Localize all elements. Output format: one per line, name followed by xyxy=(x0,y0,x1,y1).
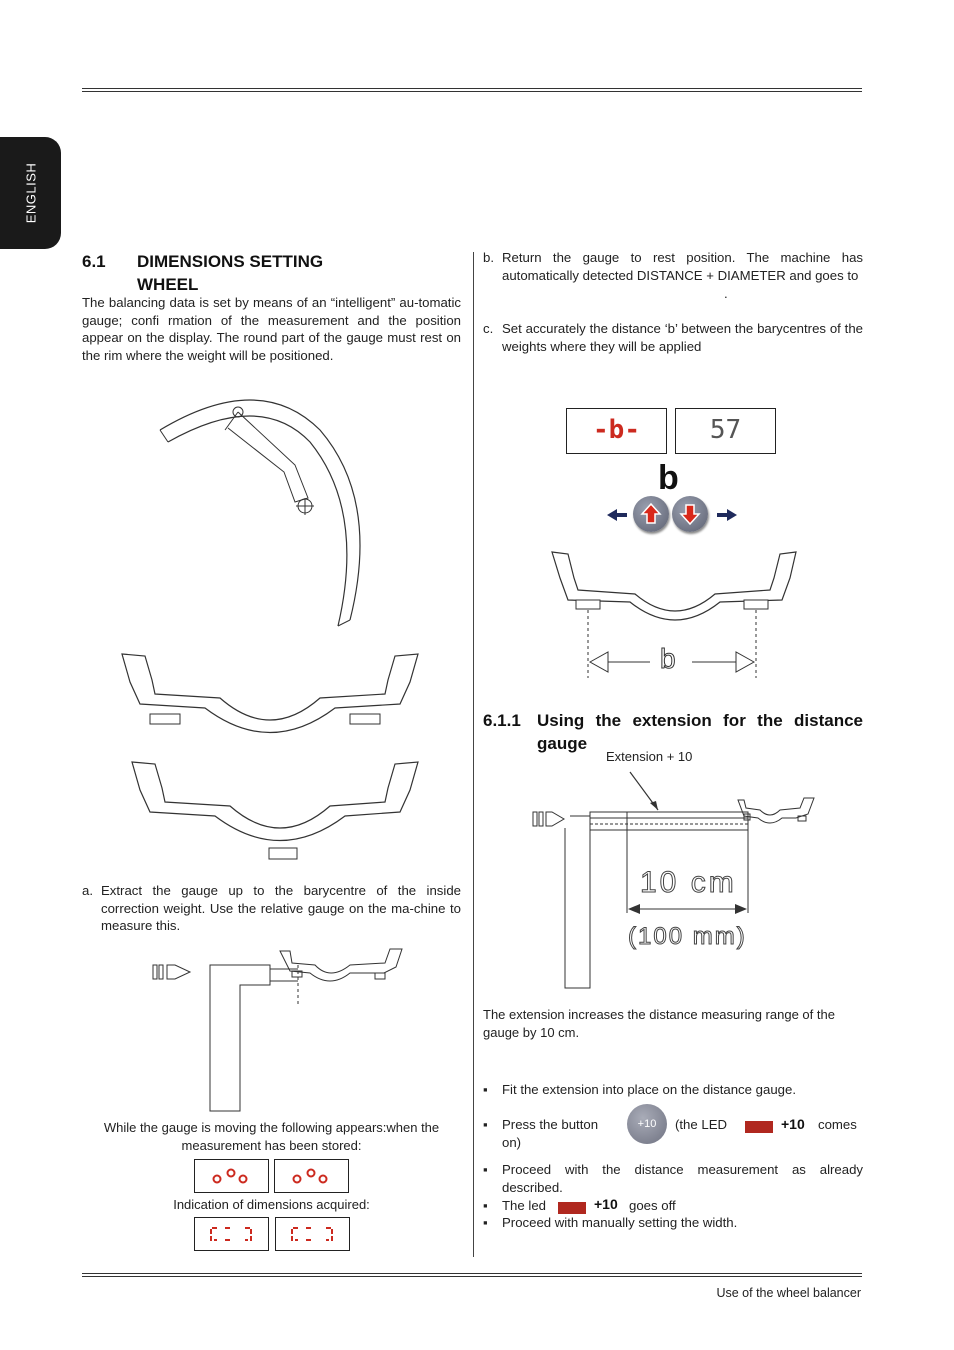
rim-profile-two-weights xyxy=(120,652,420,732)
increase-button[interactable] xyxy=(633,496,669,532)
bullet-on-text: on) xyxy=(502,1135,522,1150)
step-b-end: . xyxy=(724,286,728,301)
arrow-up-icon xyxy=(641,503,661,525)
b-label-large: b xyxy=(658,459,679,497)
rim-profile-one-weight xyxy=(130,760,420,860)
bullet-fit-extension: Fit the extension into place on the distance gauge. xyxy=(502,1082,796,1097)
subsection-number: 6.1.1 xyxy=(483,711,521,730)
footer-rule-2 xyxy=(82,1276,862,1277)
step-b-text: Return the gauge to rest position. The machine has automatically detected DISTANCE + DIAMETER and goes to xyxy=(502,250,863,283)
footer-text: Use of the wheel balancer xyxy=(716,1286,861,1300)
led-off-plus10-label: +10 xyxy=(594,1196,618,1212)
acquired-caption: Indication of dimensions acquired: xyxy=(173,1197,370,1212)
header-rule xyxy=(82,88,862,89)
subsection-title-line1: Using the extension for the distance xyxy=(537,711,863,730)
bullet-goes-off: goes off xyxy=(629,1198,676,1213)
plus10-button[interactable]: +10 xyxy=(627,1104,667,1144)
column-divider xyxy=(473,252,474,1257)
decrease-button[interactable] xyxy=(672,496,708,532)
step-c-marker: c. xyxy=(483,321,494,336)
bullet-press-text: Press the button xyxy=(502,1117,599,1132)
moving-caption: While the gauge is moving the following appears:when the measurement has been stored: xyxy=(103,1120,440,1153)
section-number: 6.1 xyxy=(82,252,106,271)
led-indicator-on xyxy=(745,1118,773,1136)
subsection-title-line2: gauge xyxy=(537,734,588,753)
header-rule-2 xyxy=(82,91,862,92)
bullet-comes-text: comes xyxy=(818,1117,857,1132)
display-moving-left xyxy=(194,1159,269,1193)
footer-rule xyxy=(82,1273,862,1274)
led-plus10-label: +10 xyxy=(781,1116,805,1132)
gauge-arc-figure xyxy=(150,390,390,630)
display-b-left: -b- xyxy=(566,408,667,454)
gauge-extract-figure xyxy=(150,945,410,1115)
display-acquired-left xyxy=(194,1217,269,1251)
extension-label: Extension + 10 xyxy=(606,749,693,764)
bullet-manual-width: Proceed with manually setting the width. xyxy=(502,1215,738,1230)
arrow-down-icon xyxy=(680,503,700,525)
section-title-line1: DIMENSIONS SETTING xyxy=(137,252,324,271)
bullet-led-off-text: The led xyxy=(502,1198,546,1213)
extension-paragraph: The extension increases the distance measuring range of the gauge by 10 cm. xyxy=(483,1007,835,1040)
intro-paragraph: The balancing data is set by means of an “intelligent” au-tomatic gauge; confi rmation of the measurement and the position appear on the display. The round part of the gauge must rest on the rim where the weight will be positioned. xyxy=(82,295,461,363)
display-acquired-right xyxy=(275,1217,350,1251)
bullet-led-text: (the LED xyxy=(675,1117,728,1132)
display-moving-right xyxy=(274,1159,349,1193)
bullet-proceed-measure: Proceed with the distance measurement as already described. xyxy=(502,1162,863,1195)
step-a-text: Extract the gauge up to the barycentre of the inside correction weight. Use the relative gauge on the ma-chine to measure this. xyxy=(101,883,461,933)
display-b-right: 57 xyxy=(675,408,776,454)
step-c-text: Set accurately the distance ‘b’ between the barycentres of the weights where they will be applied xyxy=(502,321,863,354)
language-tab: ENGLISH xyxy=(0,137,61,249)
step-a-marker: a. xyxy=(82,883,93,898)
step-b-marker: b. xyxy=(483,250,494,265)
section-title-line2: WHEEL xyxy=(137,275,199,294)
b-dimension-label: b xyxy=(660,643,676,674)
extension-mm-label: (100 mm) xyxy=(628,923,747,950)
extension-cm-label: 10 cm xyxy=(640,866,737,899)
